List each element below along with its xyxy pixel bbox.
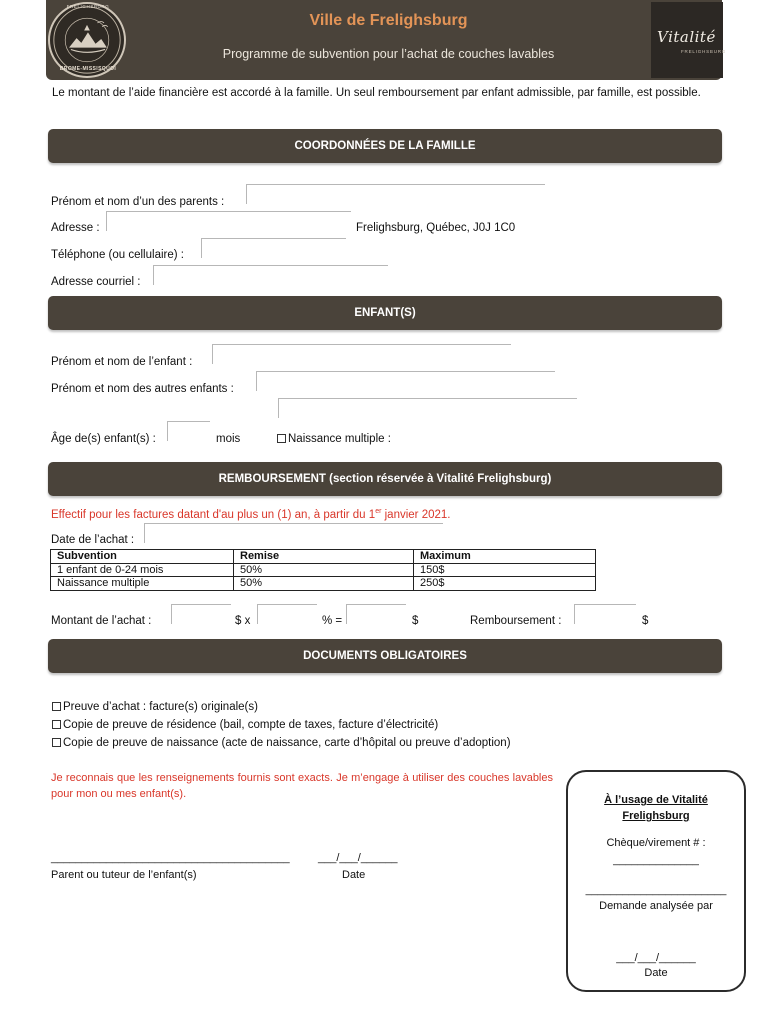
table-cell: 1 enfant de 0-24 mois (51, 563, 234, 577)
document-checkbox[interactable] (52, 720, 61, 729)
parent-name-field[interactable] (246, 184, 545, 204)
child-name-field[interactable] (212, 344, 511, 364)
multiple-birth-label: Naissance multiple : (288, 433, 391, 445)
age-label: Âge de(s) enfant(s) : (51, 433, 156, 445)
age-field[interactable] (167, 421, 210, 441)
analysed-label: Demande analysée par (599, 900, 713, 912)
cheque-line[interactable]: ______________ (613, 854, 699, 866)
table-cell: 250$ (414, 577, 596, 591)
page-subtitle: Programme de subvention pour l’achat de couches lavables (222, 47, 555, 61)
effective-note-tail: janvier 2021. (381, 508, 451, 521)
phone-field[interactable] (201, 238, 346, 258)
table-header: Maximum (414, 550, 596, 564)
logo-left-top-text: FRELIGHSBURG (66, 4, 110, 9)
address-label: Adresse : (51, 222, 100, 234)
other-children-field-1[interactable] (256, 371, 555, 391)
computed-amount-field[interactable] (346, 604, 406, 624)
effective-note-text: Effectif pour les factures datant d'au plus un (1) an, à partir du 1 (51, 508, 376, 521)
office-date-label: Date (644, 967, 668, 979)
address-field[interactable] (106, 211, 351, 231)
signature-line[interactable]: _______________________________________ (51, 852, 290, 864)
cheque-label: Chèque/virement # : (606, 837, 706, 849)
purchase-amount-field[interactable] (171, 604, 231, 624)
document-item[interactable] (52, 698, 511, 716)
document-label: Copie de preuve de naissance (acte de naissance, carte d’hôpital ou preuve d’adoption) (63, 737, 511, 749)
dollar-sign-2: $ (642, 615, 649, 627)
document-checkbox[interactable] (52, 702, 61, 711)
purchase-date-field[interactable] (144, 523, 443, 543)
email-field[interactable] (153, 265, 388, 285)
percent-equals: % = (322, 615, 343, 627)
subsidy-table (50, 549, 596, 591)
office-use-title-line2: Frelighsburg (622, 810, 690, 822)
table-header: Subvention (51, 550, 234, 564)
table-cell: 150$ (414, 563, 596, 577)
table-row (51, 577, 596, 591)
analysed-line[interactable]: _______________________ (585, 884, 727, 896)
other-children-label: Prénom et nom des autres enfants : (51, 383, 234, 395)
document-label: Preuve d’achat : facture(s) originale(s) (63, 701, 258, 713)
document-checkbox[interactable] (52, 738, 61, 747)
dollar-times: $ x (235, 615, 251, 627)
vitalite-logo (651, 2, 727, 78)
table-header-row (51, 550, 596, 564)
table-header: Remise (234, 550, 414, 564)
multiple-birth-checkbox[interactable] (277, 434, 286, 443)
dollar-sign: $ (412, 615, 419, 627)
declaration-text: Je reconnais que les renseignements fournis sont exacts. Je m’engage à utiliser des couches lavables pour mon ou mes enfant(s). (51, 772, 553, 800)
child-name-label: Prénom et nom de l’enfant : (51, 356, 193, 368)
vitalite-logo-sub: FRELIGHSBURG (681, 49, 727, 54)
document-item[interactable] (52, 716, 511, 734)
document-item[interactable] (52, 734, 511, 752)
reimbursement-field[interactable] (574, 604, 636, 624)
purchase-amount-label: Montant de l’achat : (51, 615, 152, 627)
section-heading-famille: COORDONNÉES DE LA FAMILLE (48, 129, 722, 163)
age-unit: mois (216, 433, 241, 445)
rate-field[interactable] (257, 604, 317, 624)
effective-note-sup: er (375, 508, 382, 515)
address-suffix: Frelighsburg, Québec, J0J 1C0 (356, 222, 516, 234)
section-heading-enfants: ENFANT(S) (48, 296, 722, 330)
section-heading-documents: DOCUMENTS OBLIGATOIRES (48, 639, 722, 673)
office-use-title (568, 792, 744, 824)
email-label: Adresse courriel : (51, 276, 141, 288)
documents-list (52, 698, 511, 752)
office-use-box (566, 770, 746, 992)
purchase-date-label: Date de l’achat : (51, 534, 135, 546)
other-children-field-2[interactable] (278, 398, 577, 418)
section-heading-remboursement: REMBOURSEMENT (section réservée à Vitalité Frelighsburg) (48, 462, 722, 496)
phone-label: Téléphone (ou cellulaire) : (51, 249, 184, 261)
parent-name-label: Prénom et nom d’un des parents : (51, 196, 225, 208)
table-cell: Naissance multiple (51, 577, 234, 591)
document-label: Copie de preuve de résidence (bail, compte de taxes, facture d’électricité) (63, 719, 439, 731)
reimbursement-label: Remboursement : (470, 615, 562, 627)
table-cell: 50% (234, 577, 414, 591)
signature-date-label: Date (342, 869, 366, 881)
table-row (51, 563, 596, 577)
office-use-title-line1: À l’usage de Vitalité (604, 794, 708, 806)
signature-date-line[interactable]: ___/___/______ (318, 852, 398, 864)
table-cell: 50% (234, 563, 414, 577)
office-date-line[interactable]: ___/___/______ (616, 952, 696, 964)
effective-note (51, 508, 450, 521)
page-title: Ville de Frelighsburg (309, 12, 468, 29)
intro-text: Le montant de l’aide financière est accordé à la famille. Un seul remboursement par enfant admissible, par famille, est possible. (52, 87, 701, 99)
multiple-birth-option[interactable] (277, 433, 391, 445)
signature-parent-label: Parent ou tuteur de l’enfant(s) (51, 869, 197, 881)
vitalite-logo-script: Vitalité (657, 28, 716, 46)
logo-left-bottom-text: BROME-MISSISQUOI (59, 66, 117, 72)
